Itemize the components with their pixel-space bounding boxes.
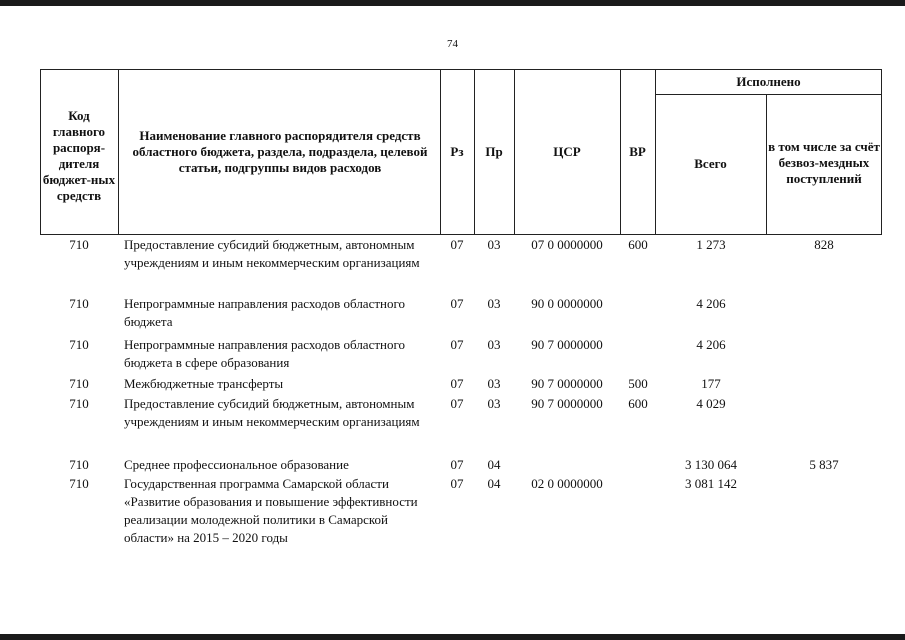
scan-border-top [0,0,905,6]
cell-csr: 90 7 0000000 [531,376,603,391]
header-free: в том числе за счёт безвоз-мездных поступлений [768,139,880,186]
header-name: Наименование главного распорядителя средств областного бюджета, раздела, подраздела, целевой статьи, подгруппы видов расходов [132,128,428,175]
header-pr: Пр [485,144,503,159]
cell-pr: 03 [487,237,501,252]
cell-name: Межбюджетные трансферты [124,376,284,391]
cell-total: 4 206 [696,337,726,352]
cell-csr: 07 0 0000000 [531,237,603,252]
header-line [766,94,767,235]
cell-name: Среднее профессиональное образование [124,457,349,472]
header-line [118,69,119,235]
cell-vr: 500 [628,376,648,391]
cell-name: Непрограммные направления расходов областного бюджета в сфере образования [124,337,405,370]
cell-rz: 07 [450,396,464,411]
header-line [40,69,41,235]
cell-csr: 90 7 0000000 [531,337,603,352]
cell-total: 177 [701,376,721,391]
cell-pr: 03 [487,296,501,311]
cell-pr: 04 [487,457,501,472]
header-csr: ЦСР [553,144,581,159]
header-rz: Рз [450,144,464,159]
cell-code: 710 [69,337,89,352]
cell-name: Непрограммные направления расходов областного бюджета [124,296,405,329]
header-executed: Исполнено [736,73,801,89]
cell-rz: 07 [450,296,464,311]
header-border-bottom [40,234,882,235]
table-header [40,69,882,235]
cell-free: 828 [814,237,834,252]
cell-code: 710 [69,296,89,311]
cell-csr: 02 0 0000000 [531,476,603,491]
cell-csr: 90 7 0000000 [531,396,603,411]
header-total: Всего [694,156,727,171]
scan-border-bottom [0,634,905,640]
cell-total: 4 206 [696,296,726,311]
cell-name: Государственная программа Самарской области «Развитие образования и повышение эффективности реализации молодежной политики в Самарской области» на 2015 – 2020 годы [124,476,418,545]
cell-total: 3 081 142 [685,476,737,491]
cell-rz: 07 [450,476,464,491]
cell-rz: 07 [450,237,464,252]
cell-name: Предоставление субсидий бюджетным, автономным учреждениям и иным некоммерческим организациям [124,396,420,429]
cell-code: 710 [69,376,89,391]
cell-code: 710 [69,396,89,411]
cell-pr: 03 [487,376,501,391]
cell-csr: 90 0 0000000 [531,296,603,311]
cell-rz: 07 [450,337,464,352]
cell-pr: 03 [487,396,501,411]
cell-free: 5 837 [809,457,839,472]
cell-vr: 600 [628,237,648,252]
cell-rz: 07 [450,376,464,391]
cell-pr: 03 [487,337,501,352]
page-number: 74 [447,38,458,50]
cell-total: 1 273 [696,237,726,252]
cell-total: 4 029 [696,396,726,411]
cell-vr: 600 [628,396,648,411]
header-code: Код главного распоря-дителя бюджет-ных средств [42,108,116,203]
cell-total: 3 130 064 [685,457,737,472]
header-vr: ВР [629,144,646,159]
cell-code: 710 [69,457,89,472]
cell-name: Предоставление субсидий бюджетным, автономным учреждениям и иным некоммерческим организациям [124,237,420,270]
cell-code: 710 [69,237,89,252]
cell-rz: 07 [450,457,464,472]
cell-pr: 04 [487,476,501,491]
cell-code: 710 [69,476,89,491]
